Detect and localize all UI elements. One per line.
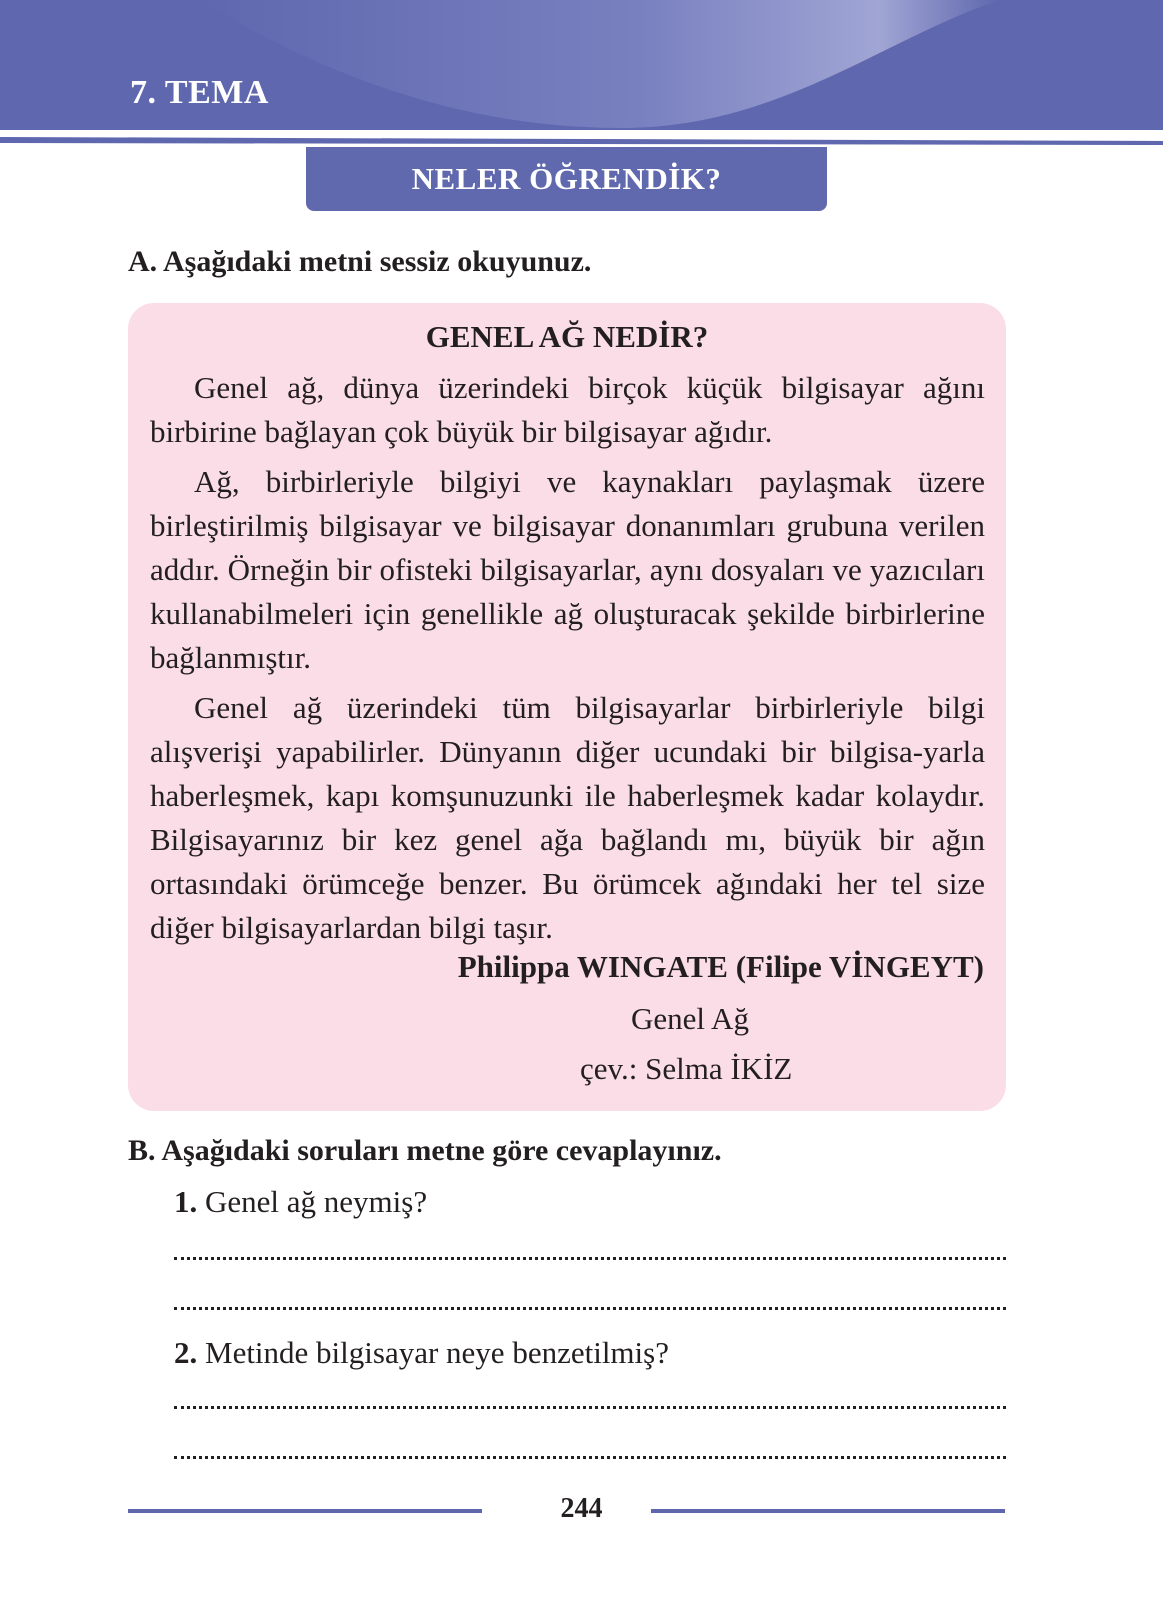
- question-number: 2.: [174, 1335, 198, 1370]
- reading-book-title: Genel Ağ: [631, 1001, 749, 1036]
- reading-paragraph: Genel ağ üzerindeki tüm bilgisayarlar birbirleriyle bilgi alışverişi yapabilirler. Dünyanın diğer ucundaki bir bilgisa-yarla haberleşmek, kapı komşunuzunki ile haberleşmek kadar kolaydır. Bilgisayarınız bir kez genel ağa bağlandı mı, büyük bir ağın ortasındaki örümceğe benzer. Bu örümcek ağındaki her tel size diğer bilgisayarlardan bilgi taşır.: [150, 690, 985, 945]
- answer-line[interactable]: [174, 1456, 1006, 1459]
- reading-body: [150, 366, 985, 956]
- question-1: [174, 1184, 427, 1220]
- question-text: Metinde bilgisayar neye benzetilmiş?: [205, 1335, 669, 1370]
- question-2: [174, 1335, 669, 1371]
- section-b-heading: B. Aşağıdaki soruları metne göre cevaplayınız.: [128, 1134, 722, 1167]
- question-text: Genel ağ neymiş?: [205, 1184, 428, 1219]
- page-number: 244: [560, 1493, 603, 1524]
- answer-line[interactable]: [174, 1257, 1006, 1260]
- reading-author: Philippa WINGATE (Filipe VİNGEYT): [457, 949, 984, 984]
- reading-translator: çev.: Selma İKİZ: [580, 1051, 793, 1086]
- answer-line[interactable]: [174, 1307, 1006, 1310]
- section-a-heading: A. Aşağıdaki metni sessiz okuyunuz.: [128, 245, 592, 278]
- reading-box: [128, 303, 1006, 1111]
- theme-title: 7. TEMA: [130, 74, 269, 111]
- footer-rule-right: [651, 1509, 1005, 1513]
- reading-paragraph: Ağ, birbirleriyle bilgiyi ve kaynakları paylaşmak üzere birleştirilmiş bilgisayar ve bilgisayar donanımları grubuna verilen addır. Örneğin bir ofisteki bilgisayarlar, aynı dosyaları ve yazıcıları kullanabilmeleri için genellikle ağ oluşturacak şekilde birbirlerine bağlanmıştır.: [150, 464, 985, 675]
- reading-title: GENEL AĞ NEDİR?: [425, 319, 709, 354]
- section-tab: NELER ÖĞRENDİK?: [306, 147, 827, 211]
- question-number: 1.: [174, 1184, 198, 1219]
- reading-paragraph: Genel ağ, dünya üzerindeki birçok küçük bilgisayar ağını birbirine bağlayan çok büyük bir bilgisayar ağıdır.: [150, 370, 985, 449]
- answer-line[interactable]: [174, 1406, 1006, 1409]
